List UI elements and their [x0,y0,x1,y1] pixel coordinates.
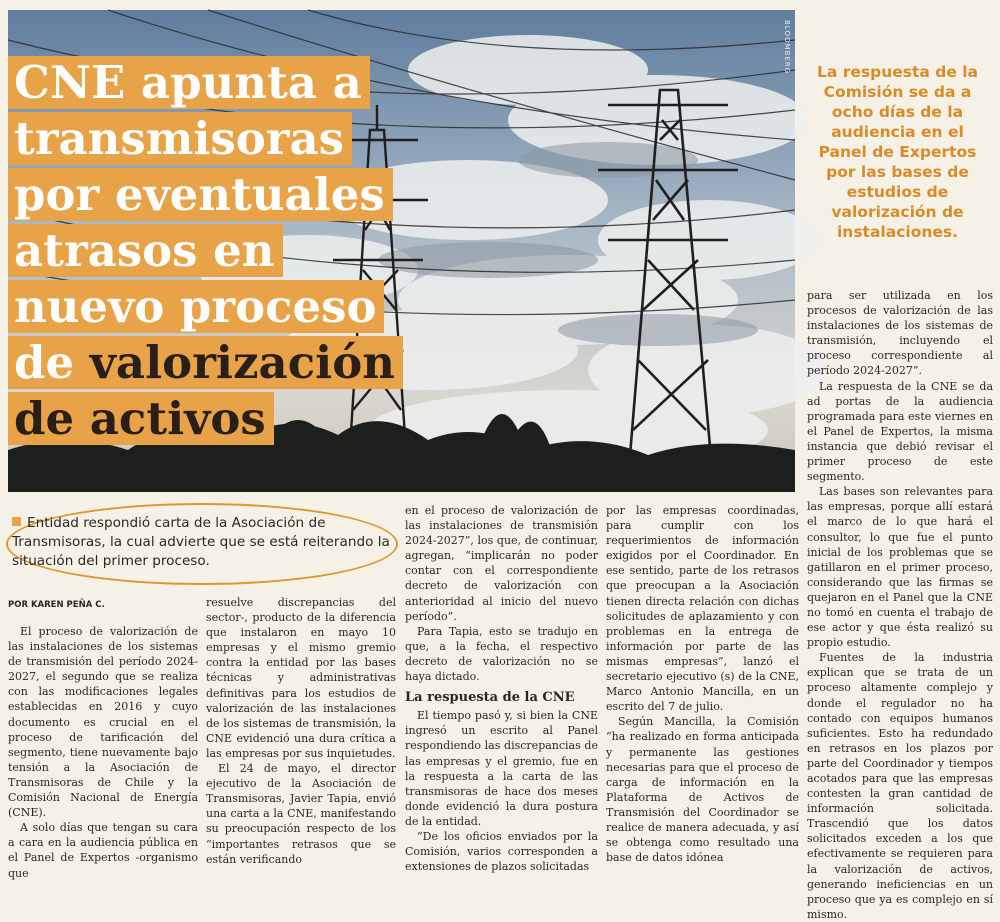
paragraph: El 24 de mayo, el director ejecutivo de la Asociación de Transmisoras, Javier Tapia, envió una carta a la CNE, manifestando su preocupación respecto de los “importantes retrasos que se están verificando [206,762,396,866]
headline-line [8,336,403,389]
headline-line: CNE apunta a [8,56,370,109]
article-column-2 [206,595,396,867]
headline-line: nuevo proceso [8,280,384,333]
paragraph: A solo días que tengan su cara a cara en la audiencia pública en el Panel de Expertos -organismo que [8,821,198,880]
paragraph: Para Tapia, esto se tradujo en que, a la fecha, el respectivo decreto de valorización no se haya dictado. [405,624,598,684]
bullet-square-icon [12,517,21,526]
subheading: La respuesta de la CNE [405,690,575,706]
headline-light-word: de [14,336,75,389]
article-column-4 [606,503,799,865]
headline [8,56,428,448]
pull-quote: La respuesta de la Comisión se da a ocho días de la audiencia en el Panel de Expertos por las bases de estudios de valorización de instalaciones. [816,63,979,241]
paragraph: Según Mancilla, la Comisión “ha realizado en forma anticipada y permanente las gestiones necesarias para que el proceso de carga de información en la Plataforma de Activos de Transmisión del Coordinador se realice de manera adecuada, y así se obtenga como resultado una base de datos idónea [606,715,799,865]
paragraph: El proceso de valorización de las instalaciones de los sistemas de transmisión del período 2024-2027, el segundo que se realiza con las modificaciones legales establecidas en 2016 y cuyo documento es crucial en el proceso de tarificación del segmento, tiene nuevamente bajo tensión a la Asociación de Transmisoras de Chile y la Comisión Nacional de Energía (CNE). [8,625,198,820]
paragraph: por las empresas coordinadas, para cumplir con los requerimientos de información exigidos por el Coordinador. En ese sentido, parte de los retrasos que preocupan a la Asociación tienen directa relación con dichas solicitudes de aplazamiento y con problemas en la entrega de información por parte de las mismas empresas”, lanzó el secretario ejecutivo (s) de la CNE, Marco Antonio Mancilla, en un escrito del 7 de julio. [606,504,799,714]
paragraph: en el proceso de valorización de las instalaciones de transmisión 2024-2027”, los que, de continuar, agregan, “implicarán no poder contar con el correspondiente decreto de valorización con anterioridad al inicio del nuevo período”. [405,504,598,623]
paragraph: resuelve discrepancias del sector-, producto de la diferencia que instalaron en mayo 10 empresas y el mismo gremio contra la entidad por las bases técnicas y administrativas definitivas para los estudios de valorización de las instalaciones de los sistemas de transmisión, la CNE evidenció una dura crítica a las empresas por sus inquietudes. [206,596,396,760]
byline: POR KAREN PEÑA C. [8,600,105,610]
headline-line: de activos [8,392,274,445]
headline-line: transmisoras [8,112,352,165]
article-column-1 [8,624,198,881]
paragraph: “De los oficios enviados por la Comisión, varios corresponden a extensiones de plazos solicitadas [405,829,598,874]
paragraph: para ser utilizada en los procesos de valorización de las instalaciones de los sistemas de transmisión, incluyendo el proceso correspondiente al período 2024-2027”. [807,289,993,378]
headline-line: atrasos en [8,224,283,277]
lead-text: Entidad respondió carta de la Asociación de Transmisoras, la cual advierte que se está reiterando la situación del primer proceso. [12,515,390,569]
article-column-5 [807,288,993,922]
photo-credit: BLOOMBERG [783,20,791,75]
paragraph: Las bases son relevantes para las empresas, porque allí estará el marco de lo que hará el consultor, lo que fue el punto inicial de los problemas que se gatillaron en el primer proceso, considerando que las firmas se quejaron en el Panel que la CNE no tomó en cuenta el trabajo de ese actor y que ésta realizó su propio estudio. [807,485,993,650]
paragraph: Fuentes de la industria explican que se trata de un proceso altamente complejo y donde el regulador no ha contado con equipos humanos suficientes. Esto ha redundado en retrasos en los plazos por parte del Coordinador y tiempos acotados para que las empresas contesten la gran cantidad de información solicitada. Trascendió que los datos solicitados exceden a los que efectivamente se requieren para la valorización de activos, generando ineficiencias en un proceso que ya es complejo en sí mismo. [807,651,993,921]
paragraph: El tiempo pasó y, si bien la CNE ingresó un escrito al Panel respondiendo las discrepancias de las empresas y el gremio, fue en la respuesta a la carta de las transmisoras de hace dos meses donde evidenció la dura postura de la entidad. [405,709,598,828]
paragraph: La respuesta de la CNE se da ad portas de la audiencia programada para este viernes en el Panel de Expertos, la misma instancia que debió revisar el primer proceso de este segmento. [807,379,993,484]
article-column-3 [405,503,598,874]
headline-line: por eventuales [8,168,393,221]
headline-dark-word: valorización [89,336,395,389]
lead-summary [12,514,392,571]
